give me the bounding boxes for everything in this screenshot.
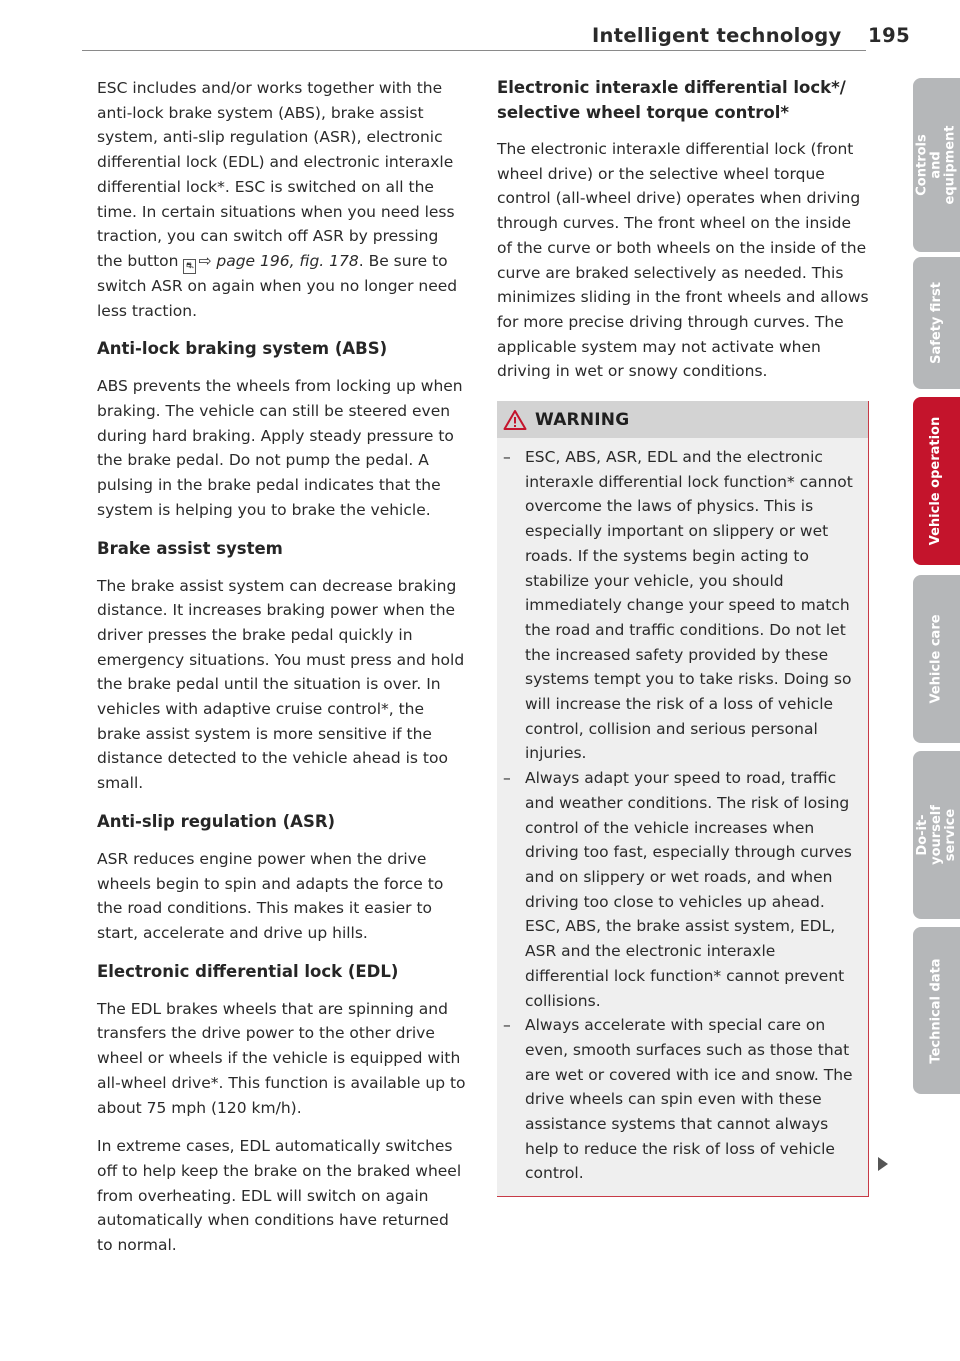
list-dash: – — [503, 769, 511, 788]
tab-label: Vehicle care — [928, 614, 944, 704]
section-heading-abs: Anti-lock braking system (ABS) — [97, 339, 388, 359]
warning-item-text: Always accelerate with special care on even, smooth surfaces such as those that are wet or covered with ice and snow. The drive wheels can spin even with these assistance systems that cannot always help to reduce the risk of loss of vehicle control. — [525, 1016, 853, 1183]
page-reference-link[interactable]: ⇨ page 196, fig. 178 — [198, 251, 359, 270]
tab-controls-and-equipment[interactable] — [913, 78, 960, 252]
section-body-edl: The EDL brakes wheels that are spinning and transfers the drive power to the other drive wheel or wheels if the vehicle is equipped with all-wheel drive*. This function is available up to about 75 mph (120 km/h). — [97, 999, 466, 1117]
tab-label: Technical data — [928, 957, 944, 1064]
asr-button-icon: ⛐ — [183, 259, 196, 274]
section-body-asr: ASR reduces engine power when the drive wheels begin to spin and adapts the force to the road conditions. This makes it easier to start, accelerate and drive up hills. — [97, 849, 444, 942]
tab-vehicle-care[interactable] — [913, 575, 960, 743]
warning-item — [503, 1013, 858, 1186]
warning-triangle-icon — [503, 409, 527, 431]
tab-safety-first[interactable] — [913, 257, 960, 389]
section-heading-edl: Electronic differential lock (EDL) — [97, 961, 399, 981]
intro-text: ESC includes and/or works together with the anti-lock brake system (ABS), brake assist system, anti-slip regulation (ASR), electronic differential lock (EDL) and electronic interaxle differential lock*. ESC is switched on all the time. In certain situations when you need less traction, you can switch off ASR by pressing the button — [97, 79, 455, 270]
tab-do-it-yourself-service[interactable] — [913, 751, 960, 919]
header-rule — [82, 50, 866, 51]
right-column — [497, 76, 869, 1197]
warning-box — [497, 401, 869, 1197]
tab-technical-data[interactable] — [913, 927, 960, 1094]
left-column — [97, 76, 467, 1272]
tab-label: Vehicle operation — [928, 416, 944, 546]
intro-paragraph — [97, 76, 467, 323]
warning-item — [503, 445, 858, 766]
warning-header — [497, 401, 868, 438]
continue-arrow-icon — [878, 1157, 888, 1171]
section-heading-brake-assist: Brake assist system — [97, 538, 283, 558]
tab-label: Safety first — [928, 282, 944, 364]
section-body-abs: ABS prevents the wheels from locking up when braking. The vehicle can still be steered even during hard braking. Apply steady pressure to the brake pedal. Do not pump the pedal. A pulsing in the brake pedal indicates that the system is helping you to brake the vehicle. — [97, 377, 463, 519]
list-dash: – — [503, 448, 511, 467]
tab-vehicle-operation[interactable] — [913, 397, 960, 565]
tab-label: Do-it-yourself service — [914, 805, 958, 865]
section-heading-interaxle: Electronic interaxle differential lock*/ selective wheel torque control* — [497, 78, 846, 122]
list-dash: – — [503, 1016, 511, 1035]
warning-item-text: Always adapt your speed to road, traffic and weather conditions. The risk of losing control of the vehicle increases when driving too fast, especially through curves and on slippery or wet roads, and when driving too close to vehicles up ahead. ESC, ABS, the brake assist system, EDL, ASR and the electronic interaxle differential lock function* cannot prevent collisions. — [525, 769, 852, 1010]
running-header-title: Intelligent technology — [592, 24, 842, 47]
section-body-brake-assist: The brake assist system can decrease braking distance. It increases braking power when the driver presses the brake pedal quickly in emergency situations. You must press and hold the brake pedal until the situation is over. In vehicles with adaptive cruise control*, the brake assist system is more sensitive if the distance detected to the vehicle ahead is too small. — [97, 576, 465, 793]
section-body-edl-2: In extreme cases, EDL automatically switches off to help keep the brake on the braked wheel from overheating. EDL will switch on again automatically when conditions have returned to normal. — [97, 1137, 462, 1255]
warning-body — [497, 438, 868, 1196]
page-number: 195 — [868, 24, 911, 47]
warning-title: WARNING — [535, 409, 630, 430]
warning-item-text: ESC, ABS, ASR, EDL and the electronic interaxle differential lock function* cannot overcome the laws of physics. This is especially important on slippery or wet roads. If the systems begin acting to stabilize your vehicle, you should immediately change your speed to match the road and traffic conditions. Do not let the increased safety provided by these systems tempt you to take risks. Doing so will increase the risk of a loss of vehicle control, collision and serious personal injuries. — [525, 448, 853, 763]
warning-item — [503, 766, 858, 1013]
section-heading-asr: Anti-slip regulation (ASR) — [97, 811, 336, 831]
section-body-interaxle: The electronic interaxle differential lock (front wheel drive) or the selective wheel torque control (all-wheel drive) operates when driving through curves. The front wheel on the inside of the curve or both wheels on the inside of the curve are braked selectively as needed. This minimizes sliding in the front wheels and allows for more precise driving through curves. The applicable system may not activate when driving in wet or snowy conditions. — [497, 140, 869, 381]
tab-label: Controls and equipment — [914, 125, 958, 205]
intro-end-text: . Be sure to switch ASR on again when you no longer need less traction. — [97, 251, 458, 320]
